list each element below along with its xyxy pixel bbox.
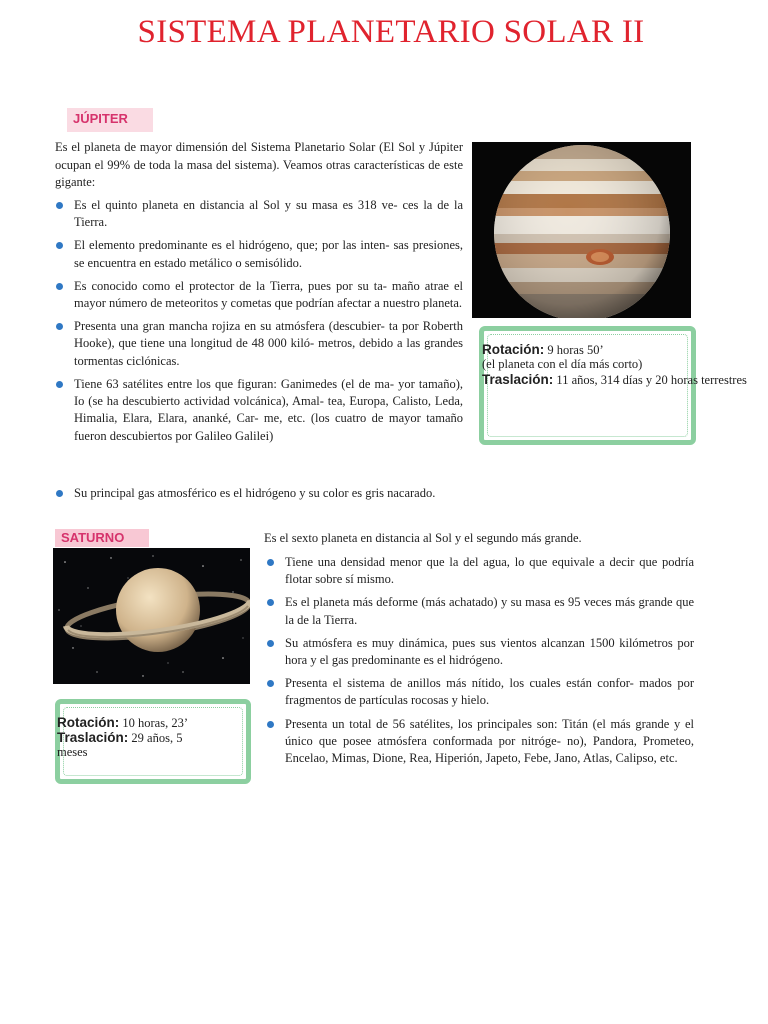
- jupiter-rotation: [482, 342, 604, 358]
- list-item: El elemento predominante es el hidrógeno, que; por las inten- sas presiones, se encuentra en estado metálico o semisólido.: [55, 237, 463, 272]
- bullet-icon: [267, 721, 274, 728]
- jupiter-translation-value: 11 años, 314 días y 20 horas terrestres: [556, 373, 747, 387]
- jupiter-image: [472, 142, 691, 318]
- bullet-icon: [56, 323, 63, 330]
- saturn-image: [53, 548, 250, 684]
- list-item: Presenta una gran mancha rojiza en su atmósfera (descubier- ta por Roberth Hooke), que tiene una longitud de 48 000 kiló- metros, debido a las grandes tormentas ciclónicas.: [55, 318, 463, 370]
- saturn-rotation-label: Rotación:: [57, 715, 120, 730]
- list-item: Es el quinto planeta en distancia al Sol y su masa es 318 ve- ces la de la Tierra.: [55, 197, 463, 232]
- saturn-translation-label: Traslación:: [57, 730, 129, 745]
- saturn-translation-continued: meses: [57, 745, 88, 759]
- jupiter-section-label: JÚPITER: [67, 108, 153, 132]
- bullet-icon: [267, 680, 274, 687]
- saturn-section-label: SATURNO: [55, 529, 149, 547]
- jupiter-rotation-note: (el planeta con el día más corto): [482, 357, 643, 371]
- bullet-icon: [267, 559, 274, 566]
- bullet-icon: [56, 381, 63, 388]
- list-item: Es el planeta más deforme (más achatado) y su masa es 95 veces más grande que la de la Tierra.: [266, 594, 694, 629]
- saturn-rotation-value: 10 horas, 23’: [122, 716, 188, 730]
- jupiter-translation: [482, 372, 747, 388]
- bullet-icon: [56, 490, 63, 497]
- list-item: Su atmósfera es muy dinámica, pues sus vientos alcanzan 1500 kilómetros por hora y el gas predominante es el hidrógeno.: [266, 635, 694, 670]
- list-item: Es conocido como el protector de la Tierra, pues por su ta- maño atrae el mayor número de meteoritos y cometas que podrían afectar a nuestro planeta.: [55, 278, 463, 313]
- bullet-icon: [56, 283, 63, 290]
- jupiter-translation-label: Traslación:: [482, 372, 554, 387]
- jupiter-translation-clip: [482, 372, 768, 390]
- list-item: Presenta un total de 56 satélites, los principales son: Titán (el más grande y el único que posee atmósfera conformada por nitróge- no), Pandora, Prometeo, Encelao, Mimas, Dione, Rea, Hiperión, Japeto, Febe, Jano, Atlas, Calipso, etc.: [266, 716, 694, 768]
- bullet-icon: [56, 202, 63, 209]
- page-title: SISTEMA PLANETARIO SOLAR II: [137, 14, 645, 50]
- bullet-icon: [267, 640, 274, 647]
- jupiter-bullet-list: [55, 197, 463, 451]
- bullet-icon: [56, 242, 63, 249]
- jupiter-rotation-value: 9 horas 50’: [547, 343, 604, 357]
- saturn-translation-value: 29 años, 5: [131, 731, 183, 745]
- jupiter-rotation-label: Rotación:: [482, 342, 545, 357]
- saturn-intro: Es el sexto planeta en distancia al Sol y el segundo más grande.: [264, 531, 582, 545]
- saturn-rotation: [57, 715, 188, 731]
- list-item: Presenta el sistema de anillos más nítido, los cuales están confor- mados por fragmentos de partículas rocosas y hielo.: [266, 675, 694, 710]
- list-item: Su principal gas atmosférico es el hidrógeno y su color es gris nacarado.: [55, 485, 535, 502]
- bullet-icon: [267, 599, 274, 606]
- jupiter-intro: Es el planeta de mayor dimensión del Sistema Planetario Solar (El Sol y Júpiter ocupan el 99% de toda la masa del sistema). Veamos otras características de este gigante:: [55, 140, 463, 189]
- jupiter-last-bullet-list: [55, 485, 535, 508]
- saturn-translation: [57, 730, 182, 746]
- list-item: Tiene una densidad menor que la del agua, lo que equivale a decir que podría flotar sobre sí mismo.: [266, 554, 694, 589]
- list-item: Tiene 63 satélites entre los que figuran: Ganimedes (el de ma- yor tamaño), Io (se ha descubierto actividad volcánica), Amal- tea, Europa, Calisto, Leda, Himalia, Elara, Elara, ananké, Car- me, etc. (los cuatro de mayor tamaño fueron descubiertos por Galileo Galilei): [55, 376, 463, 445]
- saturn-bullet-list: [266, 554, 694, 773]
